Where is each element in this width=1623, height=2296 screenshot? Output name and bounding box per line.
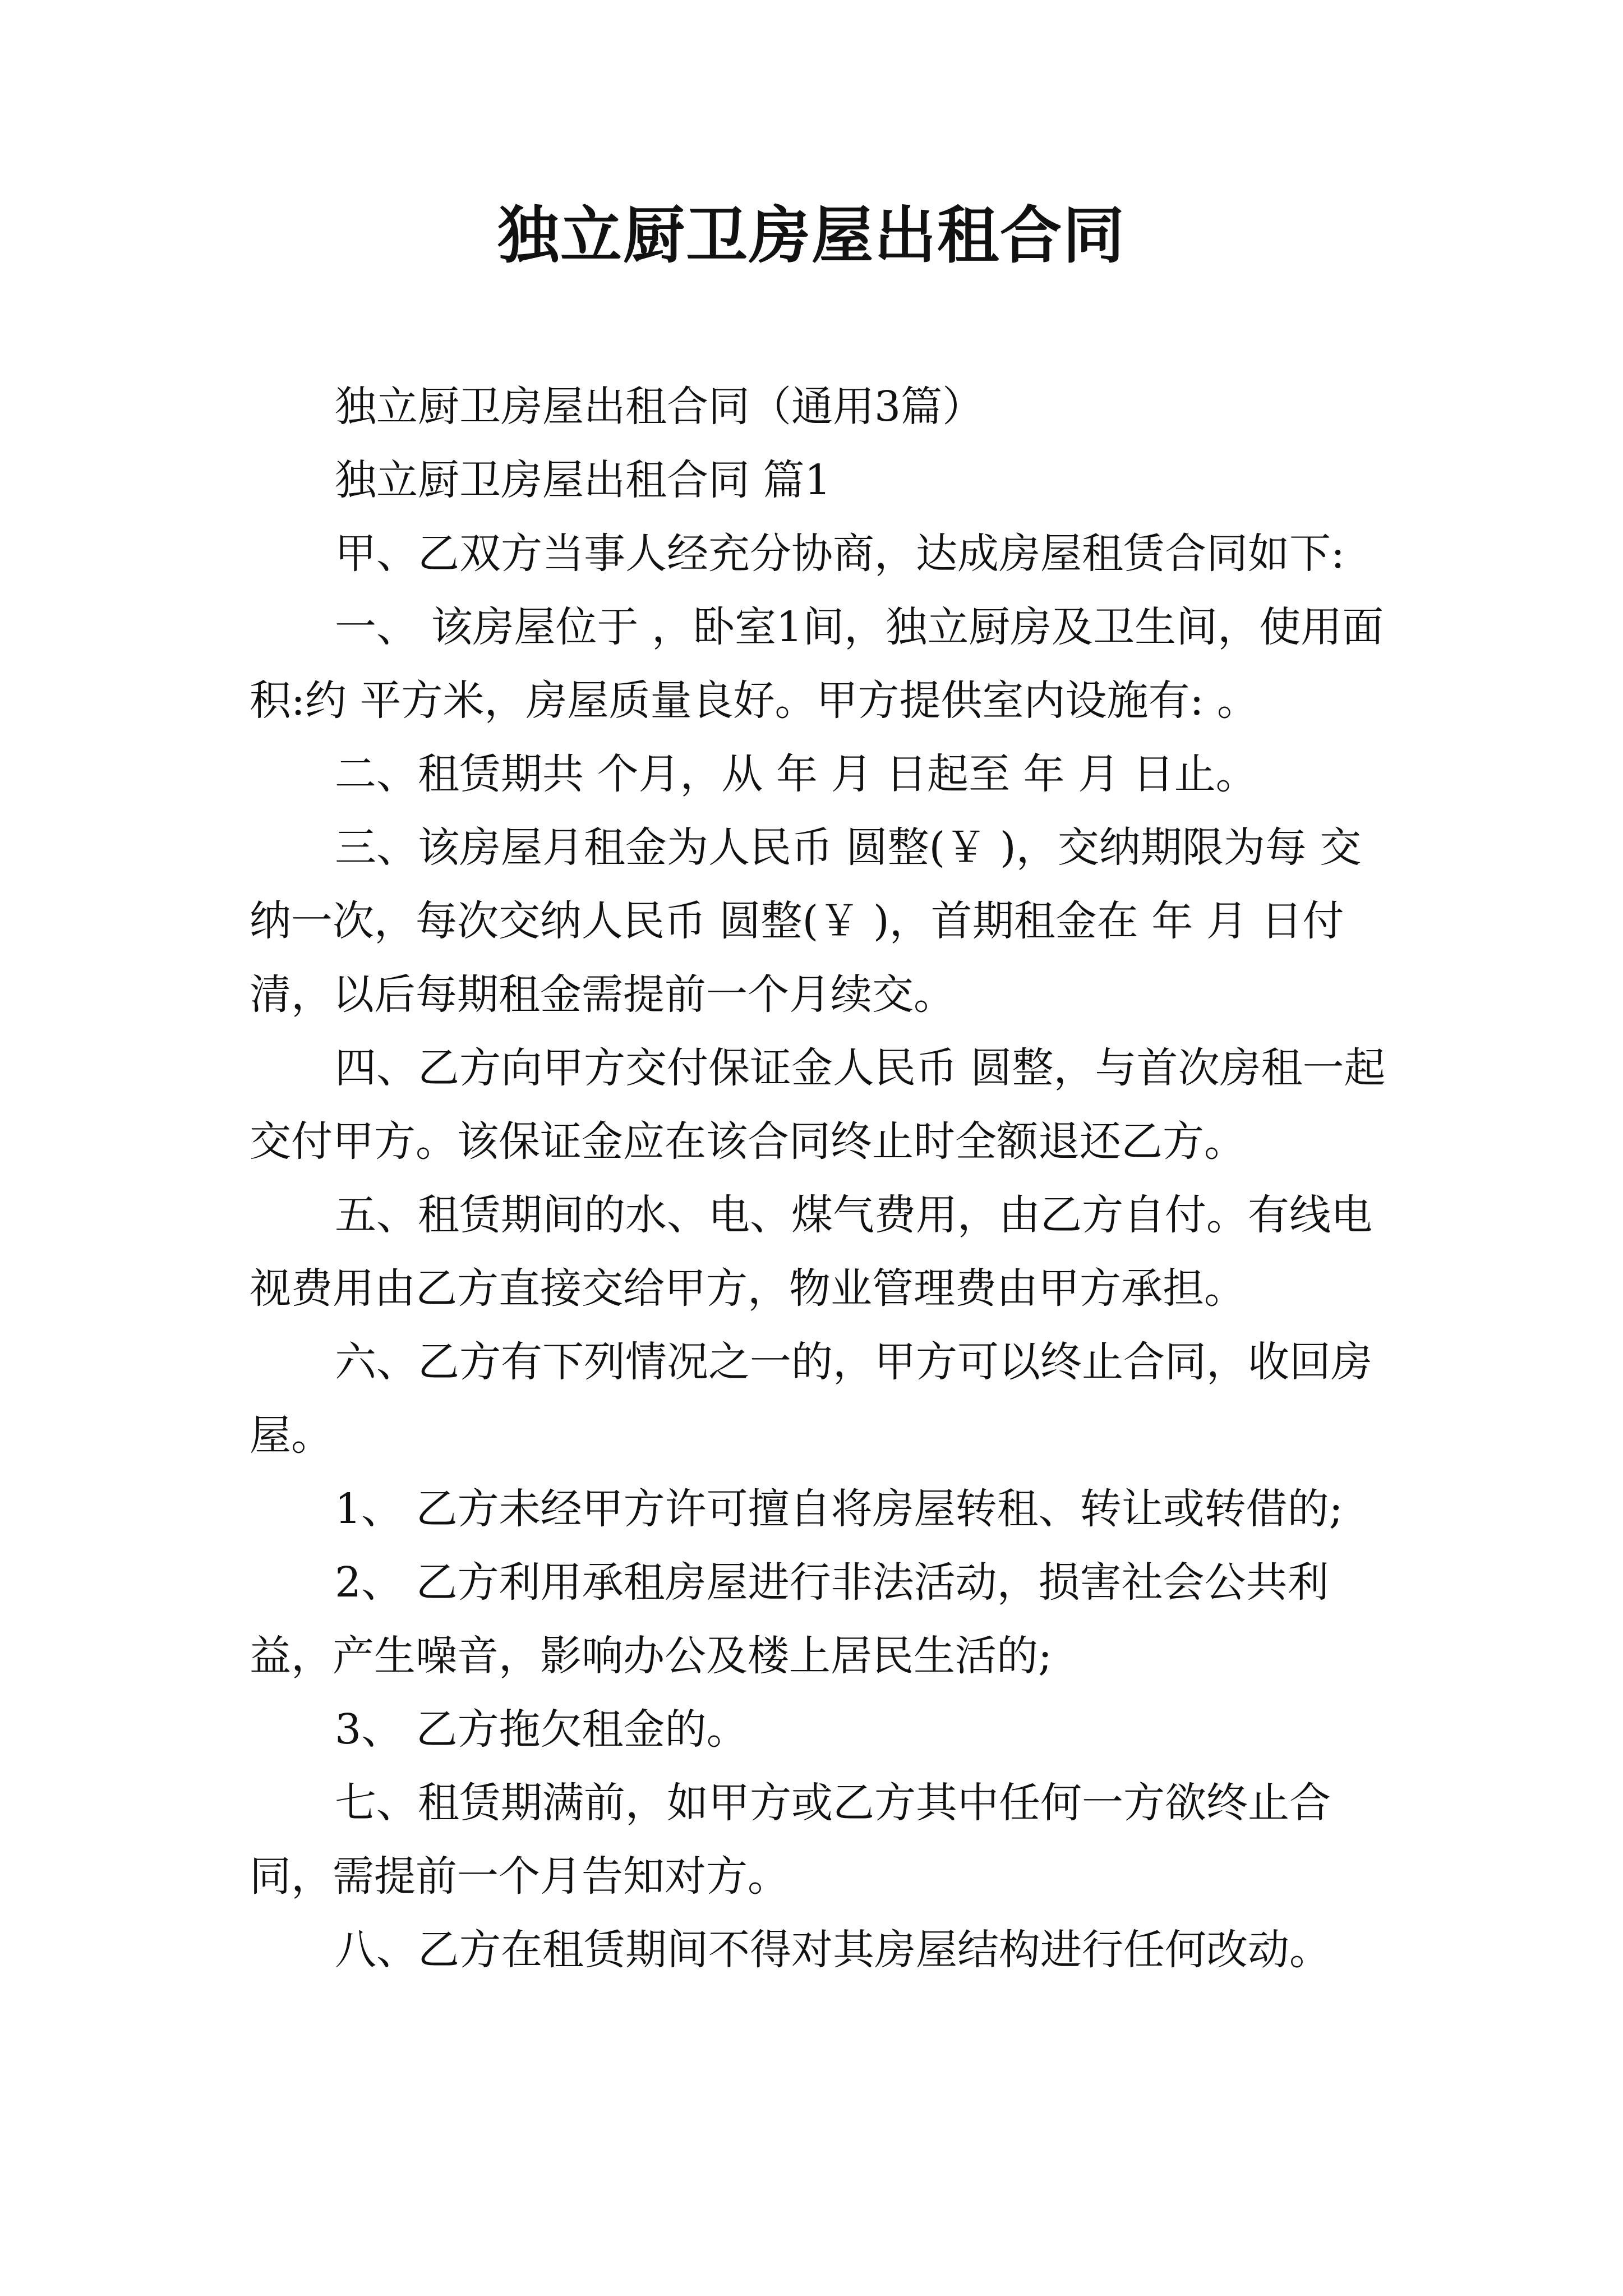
clause-6: 六、乙方有下列情况之一的，甲方可以终止合同，收回房屋。: [250, 1338, 1372, 1460]
clause-1: 一、 该房屋位于 ，卧室1间，独立厨房及卫生间，使用面积:约 平方米，房屋质量良好。甲方提供室内设施有: 。: [250, 603, 1384, 725]
paragraph-intro: 甲、乙双方当事人经充分协商，达成房屋租赁合同如下:: [335, 530, 1345, 578]
clause-6-item-2: 2、 乙方利用承租房屋进行非法活动，损害社会公共利益，产生噪音，影响办公及楼上居民生活的;: [250, 1558, 1329, 1680]
clause-2: 二、租赁期共 个月，从 年 月 日起至 年 月 日止。: [335, 750, 1257, 798]
document-title: 独立厨卫房屋出租合同: [497, 199, 1126, 272]
clause-3: 三、该房屋月租金为人民币 圆整(￥ )，交纳期限为每 交纳一次，每次交纳人民币 圆整(￥ )，首期租金在 年 月 日付清，以后每期租金需提前一个月续交。: [250, 823, 1362, 1019]
clause-5: 五、租赁期间的水、电、煤气费用，由乙方自付。有线电视费用由乙方直接交给甲方，物业管理费由甲方承担。: [250, 1191, 1372, 1313]
clause-7: 七、租赁期满前，如甲方或乙方其中任何一方欲终止合同，需提前一个月告知对方。: [250, 1779, 1331, 1901]
paragraph-subheading: 独立厨卫房屋出租合同 篇1: [335, 456, 831, 504]
clause-6-item-1: 1、 乙方未经甲方许可擅自将房屋转租、转让或转借的;: [335, 1485, 1343, 1533]
paragraph-heading: 独立厨卫房屋出租合同（通用3篇）: [335, 383, 984, 431]
clause-8: 八、乙方在租赁期间不得对其房屋结构进行任何改动。: [335, 1926, 1331, 1974]
clause-4: 四、乙方向甲方交付保证金人民币 圆整，与首次房租一起交付甲方。该保证金应在该合同终止时全额退还乙方。: [250, 1044, 1386, 1166]
clause-6-item-3: 3、 乙方拖欠租金的。: [335, 1705, 748, 1754]
document-body: [250, 370, 1388, 1987]
